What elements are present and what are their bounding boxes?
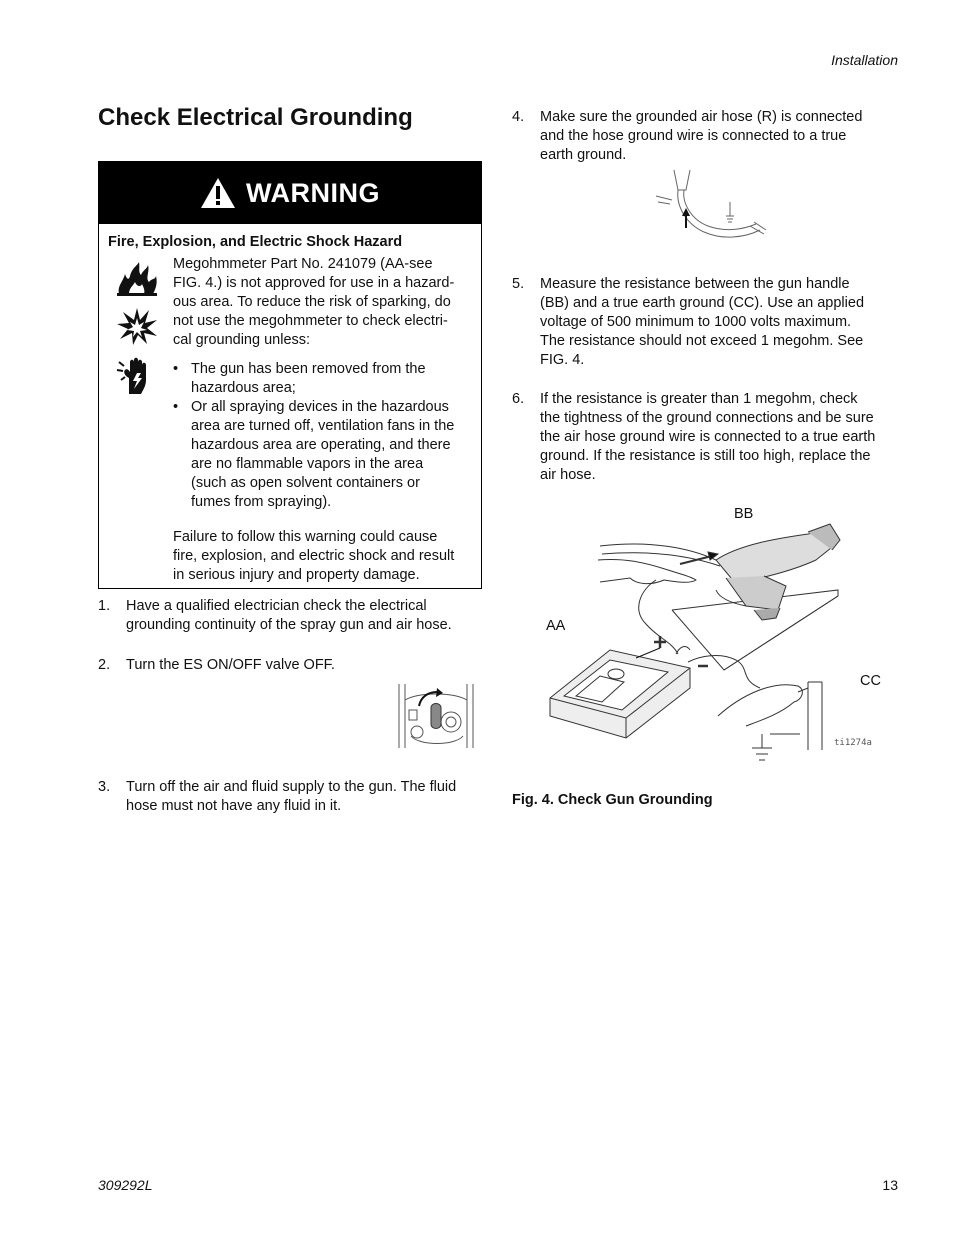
step-line: grounding continuity of the spray gun and air hose. — [126, 617, 452, 633]
step-line: hose must not have any fluid in it. — [126, 798, 342, 814]
figure-code: ti1274a — [834, 738, 872, 748]
step-text — [126, 597, 452, 635]
step-number: 4. — [512, 109, 525, 125]
es-valve-illustration — [395, 680, 481, 752]
step-line: air hose. — [540, 467, 596, 483]
page-title: Check Electrical Grounding — [98, 104, 413, 131]
list-item — [191, 360, 477, 398]
step-text — [126, 656, 335, 675]
warning-word: WARNING — [246, 177, 380, 208]
step-text — [540, 275, 864, 370]
warning-triangle-icon — [200, 177, 236, 209]
explosion-icon — [115, 306, 159, 346]
hazard-icons — [115, 260, 159, 406]
step-number: 3. — [98, 779, 111, 795]
warning-intro-line: ous area. To reduce the risk of sparking, do — [173, 294, 451, 310]
step-line: voltage of 500 minimum to 1000 volts maximum. — [540, 314, 852, 330]
step-line: Have a qualified electrician check the electrical — [126, 598, 427, 614]
hazard-title: Fire, Explosion, and Electric Shock Hazard — [108, 234, 403, 250]
failure-line: in serious injury and property damage. — [173, 567, 420, 583]
figure-caption: Fig. 4. Check Gun Grounding — [512, 792, 713, 808]
warning-conditions-list — [173, 360, 477, 512]
step-line: Make sure the grounded air hose (R) is connected — [540, 109, 863, 125]
bullet-line: The gun has been removed from the — [191, 361, 426, 377]
warning-intro-line: cal grounding unless: — [173, 332, 311, 348]
step-line: and the hose ground wire is connected to a true — [540, 128, 847, 144]
step-line: ground. If the resistance is still too high, replace the — [540, 448, 871, 464]
step-line: (BB) and a true earth ground (CC). Use an applied — [540, 295, 865, 311]
failure-line: Failure to follow this warning could cause — [173, 529, 438, 545]
step-line: Turn off the air and fluid supply to the gun. The fluid — [126, 779, 457, 795]
warning-intro-line: not use the megohmmeter to check electri- — [173, 313, 448, 329]
page-number: 13 — [882, 1177, 898, 1193]
step-text — [540, 108, 862, 165]
warning-body — [173, 255, 477, 585]
step-number: 5. — [512, 276, 525, 292]
label-cc: CC — [860, 673, 881, 689]
warning-intro-line: FIG. 4.) is not approved for use in a hazard- — [173, 275, 455, 291]
air-hose-illustration — [652, 166, 772, 254]
step-line: The resistance should not exceed 1 megohm. See — [540, 333, 864, 349]
doc-number: 309292L — [98, 1177, 153, 1193]
step-number: 2. — [98, 657, 111, 673]
step-number: 1. — [98, 598, 111, 614]
warning-intro — [173, 255, 477, 350]
bullet-line: Or all spraying devices in the hazardous — [191, 399, 449, 415]
bullet-line: hazardous area are operating, and there — [191, 437, 451, 453]
bullet-line: are no flammable vapors in the area — [191, 456, 424, 472]
step-text — [540, 390, 875, 485]
list-item — [191, 398, 477, 512]
warning-header — [99, 162, 481, 224]
label-bb: BB — [734, 506, 754, 522]
step-text — [126, 778, 456, 816]
warning-box — [98, 161, 482, 589]
label-aa: AA — [546, 618, 566, 634]
step-number: 6. — [512, 391, 525, 407]
running-header: Installation — [831, 52, 898, 68]
step-line: the air hose ground wire is connected to a true earth — [540, 429, 876, 445]
warning-intro-line: Megohmmeter Part No. 241079 (AA-see — [173, 256, 433, 272]
bullet-line: hazardous area; — [191, 380, 296, 396]
electric-shock-icon — [115, 356, 159, 396]
bullet-line: (such as open solvent containers or — [191, 475, 420, 491]
step-line: Turn the ES ON/OFF valve OFF. — [126, 657, 335, 673]
step-line: earth ground. — [540, 147, 627, 163]
bullet-line: area are turned off, ventilation fans in the — [191, 418, 455, 434]
step-line: the tightness of the ground connections and be sure — [540, 410, 874, 426]
step-line: FIG. 4. — [540, 352, 585, 368]
fire-icon — [115, 260, 159, 296]
step-line: If the resistance is greater than 1 megohm, check — [540, 391, 858, 407]
step-line: Measure the resistance between the gun handle — [540, 276, 850, 292]
bullet-line: fumes from spraying). — [191, 494, 332, 510]
failure-line: fire, explosion, and electric shock and result — [173, 548, 455, 564]
warning-failure-text — [173, 528, 477, 585]
gun-grounding-illustration — [540, 520, 860, 770]
